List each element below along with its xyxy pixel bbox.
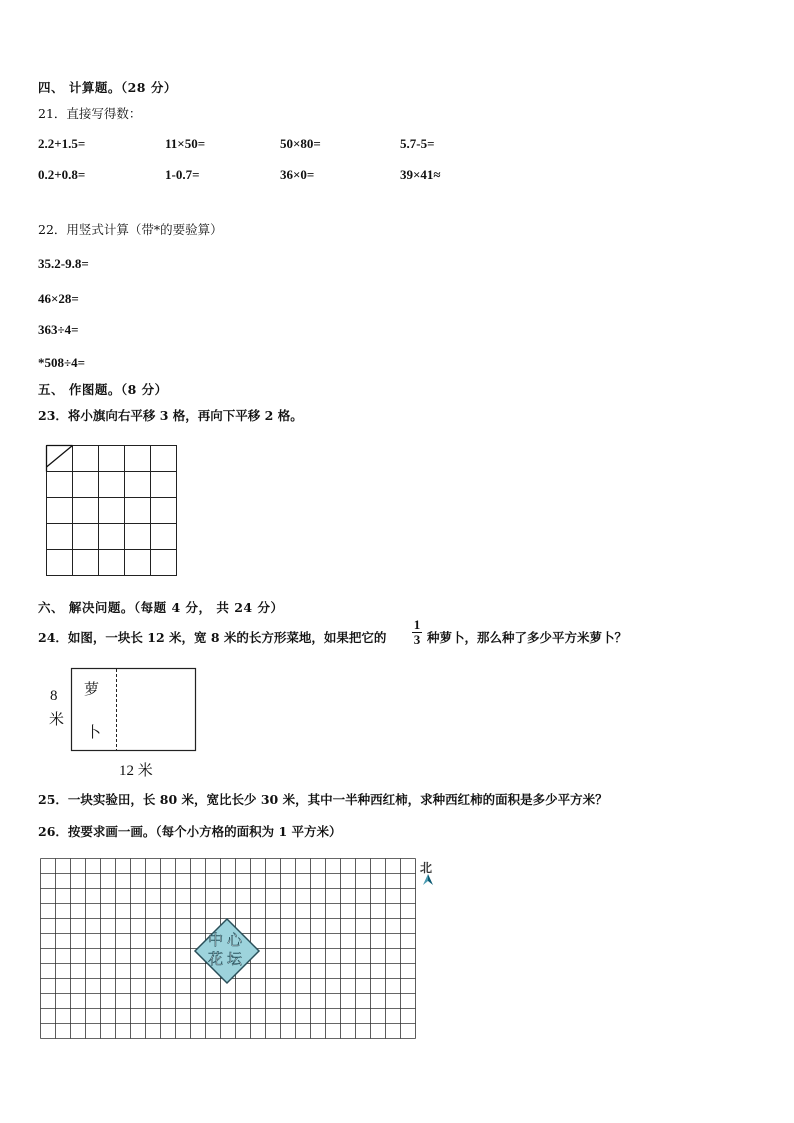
q24-fraction-denominator: 3 (413, 632, 421, 647)
q24-region-label: 萝 (84, 682, 100, 698)
q25-prompt: 25．一块实验田，长 80 米，宽比长少 30 米，其中一半种西红柿，求种西红柿的面积是多少平方米？ (38, 792, 608, 807)
section-4-title: 四、 计算题。（28 分） (38, 80, 177, 95)
q21-expr: 50×80= (280, 136, 321, 151)
q24-height-label: 8 (50, 688, 58, 704)
q22-item: *508÷4= (38, 355, 86, 370)
north-label: 北 (420, 861, 433, 875)
flowerbed-char: 坛 (227, 950, 243, 968)
q21-expr: 1-0.7= (165, 167, 200, 182)
flag-icon (47, 446, 73, 472)
q24-width-label: 12 米 (119, 763, 153, 779)
q24-region-label: 卜 (86, 725, 102, 741)
flowerbed-char: 中 (208, 931, 224, 949)
q21-expr: 36×0= (280, 167, 315, 182)
q21-prompt: 21．直接写得数： (38, 106, 142, 121)
flowerbed-char: 心 (227, 931, 243, 949)
q22-item: 46×28= (38, 291, 79, 306)
q21-expr: 5.7-5= (400, 136, 435, 151)
q24-fraction (410, 618, 424, 647)
section-5-title: 五、 作图题。（8 分） (38, 382, 168, 397)
q21-expr: 11×50= (165, 136, 206, 151)
q21-expr: 39×41≈ (400, 167, 441, 182)
q23-prompt: 23．将小旗向右平移 3 格，再向下平移 2 格。 (38, 408, 303, 423)
flowerbed-char: 花 (208, 950, 224, 968)
q23-flag-grid (46, 445, 178, 577)
q21-expr: 2.2+1.5= (38, 136, 86, 151)
q22-prompt: 22．用竖式计算（带*的要验算） (38, 222, 223, 237)
north-arrow-icon (422, 874, 434, 886)
q24-prompt-after: 种萝卜，那么种了多少平方米萝卜？ (427, 630, 628, 645)
q21-expr: 0.2+0.8= (38, 167, 86, 182)
q22-item: 35.2-9.8= (38, 256, 89, 271)
q24-prompt-before: 24．如图，一块长 12 米，宽 8 米的长方形菜地，如果把它的 (38, 630, 387, 645)
q26-prompt: 26．按要求画一画。（每个小方格的面积为 1 平方米） (38, 824, 342, 839)
section-6-title: 六、 解决问题。（每题 4 分， 共 24 分） (38, 600, 284, 615)
q24-height-unit: 米 (49, 712, 65, 728)
q24-fraction-numerator: 1 (413, 617, 421, 632)
q22-item: 363÷4= (38, 322, 79, 337)
